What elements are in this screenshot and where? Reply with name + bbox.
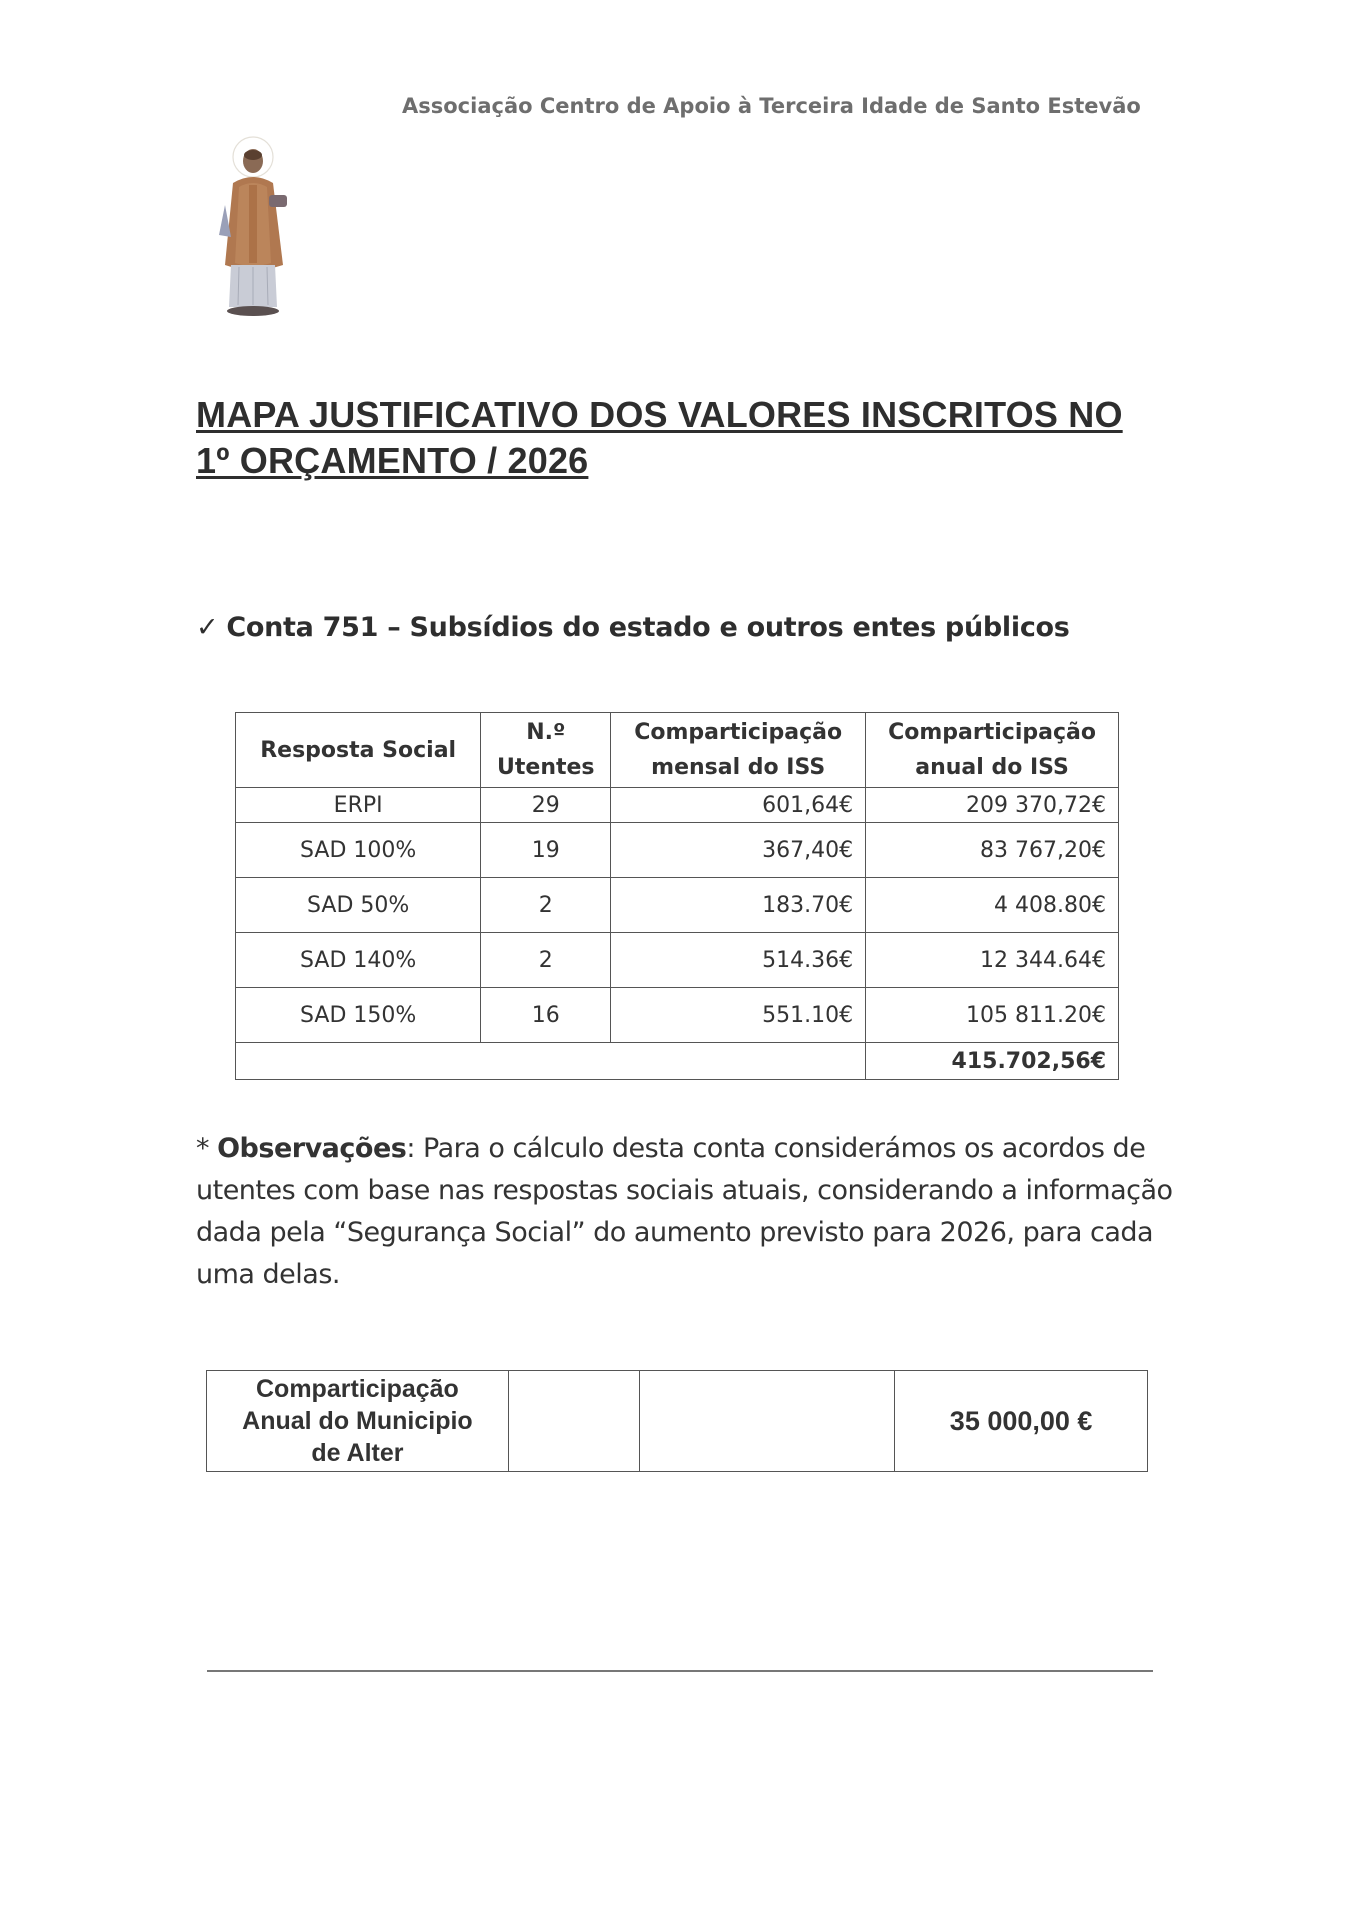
- document-title: [196, 392, 1176, 484]
- section-heading-text: Conta 751 – Subsídios do estado e outros entes públicos: [226, 612, 1070, 643]
- cell-resposta: SAD 140%: [236, 933, 481, 988]
- table-row: [236, 878, 1119, 933]
- observations-prefix: *: [196, 1133, 218, 1164]
- footer-divider: [207, 1670, 1153, 1672]
- observations-text: : Para o cálculo desta conta considerámos os acordos de utentes com base nas respostas sociais atuais, considerando a informação dada pela “Segurança Social” do aumento previsto para 2026, para cada uma delas.: [196, 1133, 1173, 1290]
- cell-mensal: 367,40€: [611, 823, 866, 878]
- header-mensal: Comparticipação mensal do ISS: [611, 713, 866, 788]
- cell-utentes: 2: [481, 878, 611, 933]
- cell-mensal: 601,64€: [611, 788, 866, 823]
- cell-utentes: 16: [481, 988, 611, 1043]
- municipio-label: Comparticipação Anual do Municipio de Alter: [207, 1371, 509, 1472]
- table-row: [236, 823, 1119, 878]
- title-line-2: 1º ORÇAMENTO / 2026: [196, 440, 589, 481]
- cell-mensal: 183.70€: [611, 878, 866, 933]
- cell-mensal: 514.36€: [611, 933, 866, 988]
- table-header-row: [236, 713, 1119, 788]
- cell-anual: 105 811.20€: [866, 988, 1119, 1043]
- empty-cell: [508, 1371, 639, 1472]
- total-value: 415.702,56€: [866, 1043, 1119, 1080]
- empty-cell: [639, 1371, 895, 1472]
- cell-utentes: 29: [481, 788, 611, 823]
- cell-utentes: 19: [481, 823, 611, 878]
- cell-resposta: SAD 50%: [236, 878, 481, 933]
- table-row: [236, 933, 1119, 988]
- cell-mensal: 551.10€: [611, 988, 866, 1043]
- cell-resposta: SAD 150%: [236, 988, 481, 1043]
- cell-anual: 83 767,20€: [866, 823, 1119, 878]
- section-heading: [196, 612, 1070, 643]
- cell-resposta: SAD 100%: [236, 823, 481, 878]
- cell-anual: 12 344.64€: [866, 933, 1119, 988]
- municipio-value: 35 000,00 €: [895, 1371, 1148, 1472]
- checkmark-icon: ✓: [196, 612, 219, 643]
- table-row: [236, 988, 1119, 1043]
- table-total-row: [236, 1043, 1119, 1080]
- table-row: [207, 1371, 1148, 1472]
- municipio-contribution-table: [206, 1370, 1148, 1472]
- observations-label: Observações: [217, 1133, 407, 1164]
- iss-subsidies-table: [235, 712, 1119, 1080]
- cell-utentes: 2: [481, 933, 611, 988]
- header-resposta-social: Resposta Social: [236, 713, 481, 788]
- total-empty-cell: [236, 1043, 866, 1080]
- header-anual: Comparticipação anual do ISS: [866, 713, 1119, 788]
- cell-resposta: ERPI: [236, 788, 481, 823]
- table-row: [236, 788, 1119, 823]
- observations-paragraph: [196, 1128, 1176, 1296]
- title-line-1: MAPA JUSTIFICATIVO DOS VALORES INSCRITOS NO: [196, 394, 1123, 435]
- organization-header: Associação Centro de Apoio à Terceira Idade de Santo Estevão: [402, 94, 1141, 118]
- saint-figure-icon: [205, 135, 305, 320]
- cell-anual: 4 408.80€: [866, 878, 1119, 933]
- cell-anual: 209 370,72€: [866, 788, 1119, 823]
- header-utentes: N.º Utentes: [481, 713, 611, 788]
